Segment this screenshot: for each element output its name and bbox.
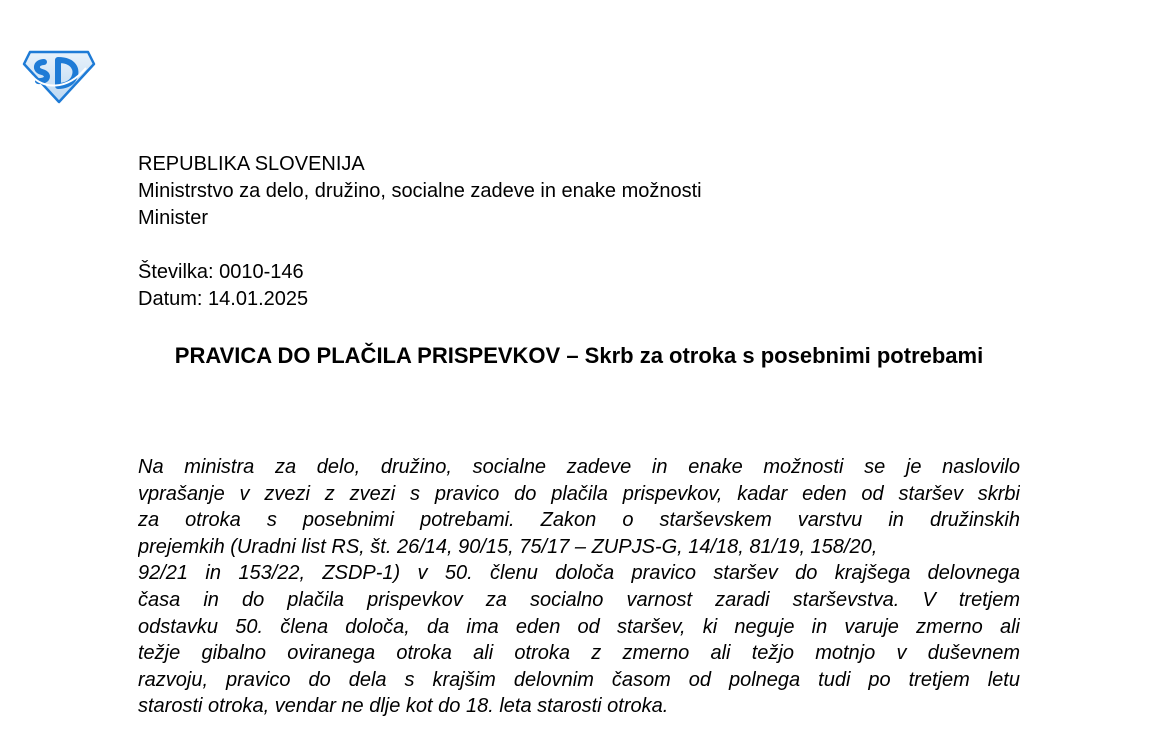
header-number: Številka: 0010-146: [138, 261, 304, 283]
body-line: 92/21 in 153/22, ZSDP-1) v 50. členu določa pravico staršev do krajšega delovnega: [138, 562, 1020, 585]
header-role: Minister: [138, 207, 209, 229]
body-line: časa in do plačila prispevkov za socialno varnost zaradi starševstva. V tretjem: [138, 588, 1020, 611]
body-line: odstavku 50. člena določa, da ima eden od staršev, ki neguje in varuje zmerno ali: [138, 615, 1020, 638]
header-spacer: [138, 232, 702, 259]
body-line: Na ministra za delo, družino, socialne zadeve in enake možnosti se je naslovilo: [138, 456, 1020, 478]
document-title: PRAVICA DO PLAČILA PRISPEVKOV – Skrb za otroka s posebnimi potrebami: [174, 343, 984, 368]
body-line: težje gibalno oviranega otroka ali otroka z zmerno ali težjo motnjo v duševnem: [138, 642, 1020, 665]
header-date: Datum: 14.01.2025: [138, 288, 309, 310]
body-line: prejemkih (Uradni list RS, št. 26/14, 90/15, 75/17 – ZUPJS-G, 14/18, 81/19, 158/20,: [138, 535, 878, 558]
letter-header: [138, 151, 702, 313]
header-country: REPUBLIKA SLOVENIJA: [138, 153, 365, 175]
body-line: za otroka s posebnimi potrebami. Zakon o starševskem varstvu in družinskih: [138, 509, 1020, 532]
body-line: razvoju, pravico do dela s krajšim delovnim časom od polnega tudi po tretjem letu: [138, 668, 1020, 691]
body-line: starosti otroka, vendar ne dlje kot do 18. leta starosti otroka.: [138, 695, 669, 718]
body-paragraph: [138, 454, 1020, 720]
body-line: vprašanje v zvezi z zvezi s pravico do plačila prispevkov, kadar eden od staršev skrbi: [138, 482, 1020, 505]
sd-logo-icon: [22, 48, 96, 104]
header-ministry: Ministrstvo za delo, družino, socialne zadeve in enake možnosti: [138, 180, 702, 202]
